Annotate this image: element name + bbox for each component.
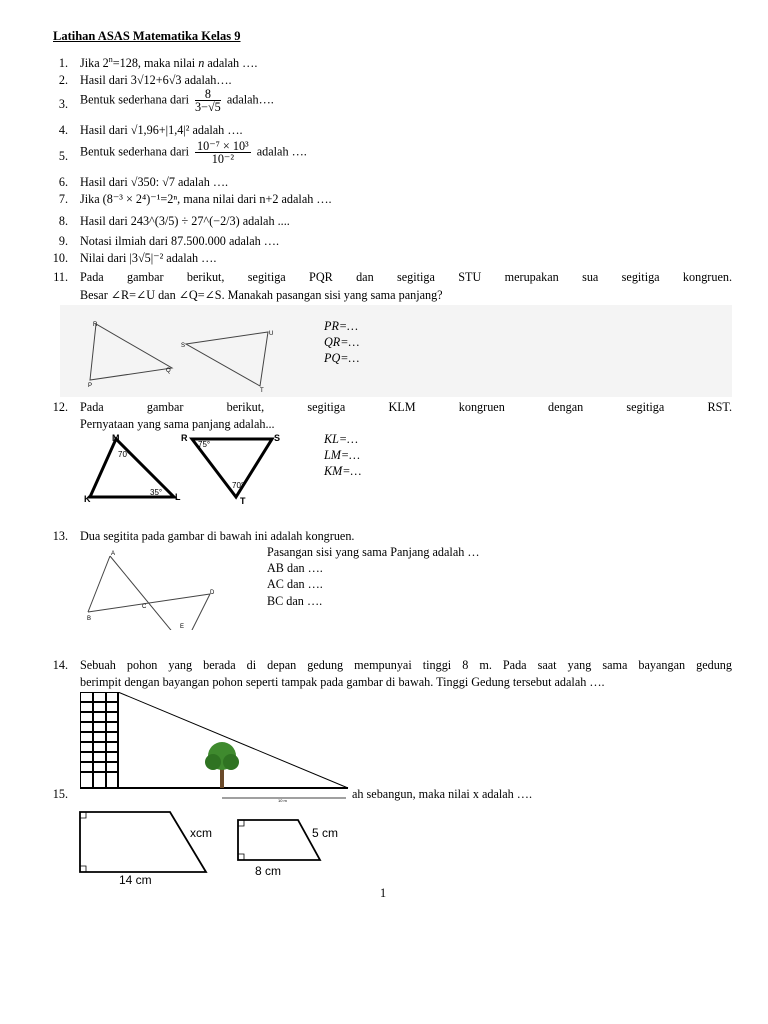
label-a: A [111, 551, 116, 557]
label-p: P [88, 383, 93, 389]
label-d: D [210, 590, 215, 596]
label-5cm: 5 cm [312, 826, 339, 840]
q12-triangles-figure [82, 430, 292, 504]
q11-answer-2: QR=… [324, 335, 360, 349]
label-r2: R [181, 433, 188, 443]
q15-text: ah sebangun, maka nilai x adalah …. [352, 787, 533, 801]
q11-triangles-figure [82, 318, 282, 392]
label-k: K [84, 494, 91, 504]
q11-answer-1: PR=… [324, 319, 358, 333]
label-b: B [87, 616, 92, 622]
label-l: L [175, 492, 181, 502]
label-t: T [260, 388, 264, 392]
tree-icon [205, 742, 239, 788]
angle-l: 35° [150, 488, 163, 497]
q14-building-tree-figure [80, 692, 352, 804]
fraction: $\frac{\text{10⁻⁷ × 10³}}{\text{10⁻²}}$ [197, 139, 249, 166]
q12-answer-1: KL=… [324, 432, 358, 446]
q13-answer-3: AC dan …. [267, 577, 323, 591]
label-u: U [269, 331, 274, 337]
label-s: S [181, 343, 186, 349]
page-number: 1 [380, 886, 387, 900]
label-t2: T [240, 496, 246, 504]
q12-answer-2: LM=… [324, 448, 360, 462]
label-e: E [180, 624, 185, 630]
dimension-label: 10 m [278, 798, 287, 803]
fraction: $\frac{8}{3-√5}$ [195, 87, 221, 114]
q15-trapezoids-figure [74, 806, 354, 888]
label-q: Q [166, 368, 171, 374]
label-s2: S [274, 433, 281, 443]
q11-answer-3: PQ=… [324, 351, 360, 365]
q13-answer-2: AB dan …. [267, 561, 323, 575]
q13-triangles-figure [82, 548, 232, 630]
label-m: M [112, 433, 120, 443]
label-x: xcm [190, 826, 212, 840]
document-title: Latihan ASAS Matematika Kelas 9 [53, 29, 241, 43]
label-c: C [142, 604, 147, 610]
label-14cm: 14 cm [119, 873, 152, 887]
q13-answer-1: Pasangan sisi yang sama Panjang adalah … [267, 545, 480, 559]
angle-t: 70° [232, 481, 245, 490]
q13-answer-4: BC dan …. [267, 594, 323, 608]
angle-m: 70° [118, 450, 131, 459]
q12-answer-3: KM=… [324, 464, 362, 478]
angle-r: 75° [198, 440, 211, 449]
label-8cm: 8 cm [255, 864, 282, 878]
label-r: R [93, 322, 98, 328]
